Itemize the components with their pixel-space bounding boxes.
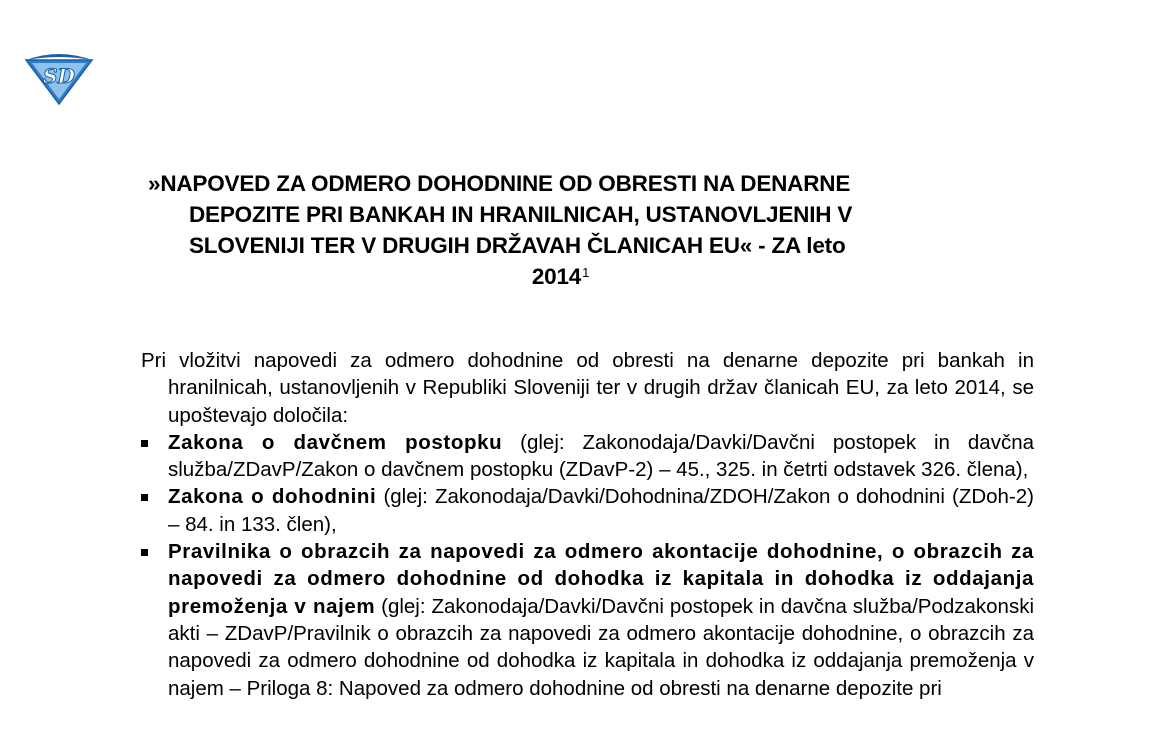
list-item-text: (glej: Zakonodaja/Davki/Davčni postopek in davčna služba/Podzakonski akti – ZDavP/Pravilnik o obrazcih za napovedi za odmero akontacije dohodnine, o obrazcih za napovedi za odmero dohodnine od dohodka iz kapitala in dohodka iz oddajanja premoženja v najem – Priloga 8: Napoved za odmero dohodnine od obresti na denarne depozite pri bbox=[168, 594, 1034, 700]
title-year: 2014 bbox=[531, 264, 582, 289]
regulation-list bbox=[141, 429, 1034, 702]
title-line-3: SLOVENIJI TER V DRUGIH DRŽAVAH ČLANICAH EU« - ZA leto bbox=[189, 233, 846, 258]
list-item bbox=[141, 429, 1034, 484]
bullet-icon bbox=[141, 549, 148, 556]
footnote-marker: 1 bbox=[582, 265, 590, 280]
list-item bbox=[141, 483, 1034, 538]
list-item bbox=[141, 538, 1034, 702]
list-item-text: (glej: Zakonodaja/Davki/Davčni postopek in davčna služba/ZDavP/Zakon o davčnem postopku (ZDavP-2) – 45., 325. in četrti odstavek 326. člena), bbox=[168, 430, 1034, 482]
title-line-4 bbox=[148, 261, 1033, 292]
title-line-1: »NAPOVED ZA ODMERO DOHODNINE OD OBRESTI NA DENARNE bbox=[148, 171, 851, 196]
svg-text:SD: SD bbox=[43, 64, 75, 88]
list-item-lead: Pravilnika o obrazcih za napovedi za odmero akontacije dohodnine, o obrazcih za napovedi za odmero dohodnine od dohodka iz kapitala in dohodka iz oddajanja premoženja v najem bbox=[168, 540, 1034, 618]
bullet-icon bbox=[141, 494, 148, 501]
logo-shield-shape bbox=[26, 54, 92, 104]
document-title bbox=[148, 168, 1033, 292]
intro-paragraph: Pri vložitvi napovedi za odmero dohodnine od obresti na denarne depozite pri bankah in hranilnicah, ustanovljenih v Republiki Sloveniji ter v drugih držav članicah EU, za leto 2014, se upoštevajo določila: bbox=[141, 349, 1034, 427]
bullet-icon bbox=[141, 440, 148, 447]
list-item-lead: Zakona o davčnem postopku bbox=[168, 430, 503, 454]
sd-logo-icon bbox=[22, 50, 96, 106]
document-body bbox=[141, 347, 1034, 702]
title-line-2: DEPOZITE PRI BANKAH IN HRANILNICAH, USTANOVLJENIH V bbox=[189, 202, 853, 227]
list-item-text: (glej: Zakonodaja/Davki/Dohodnina/ZDOH/Zakon o dohodnini (ZDoh-2) – 84. in 133. člen), bbox=[168, 485, 1034, 536]
list-item-lead: Zakona o dohodnini bbox=[168, 485, 377, 509]
